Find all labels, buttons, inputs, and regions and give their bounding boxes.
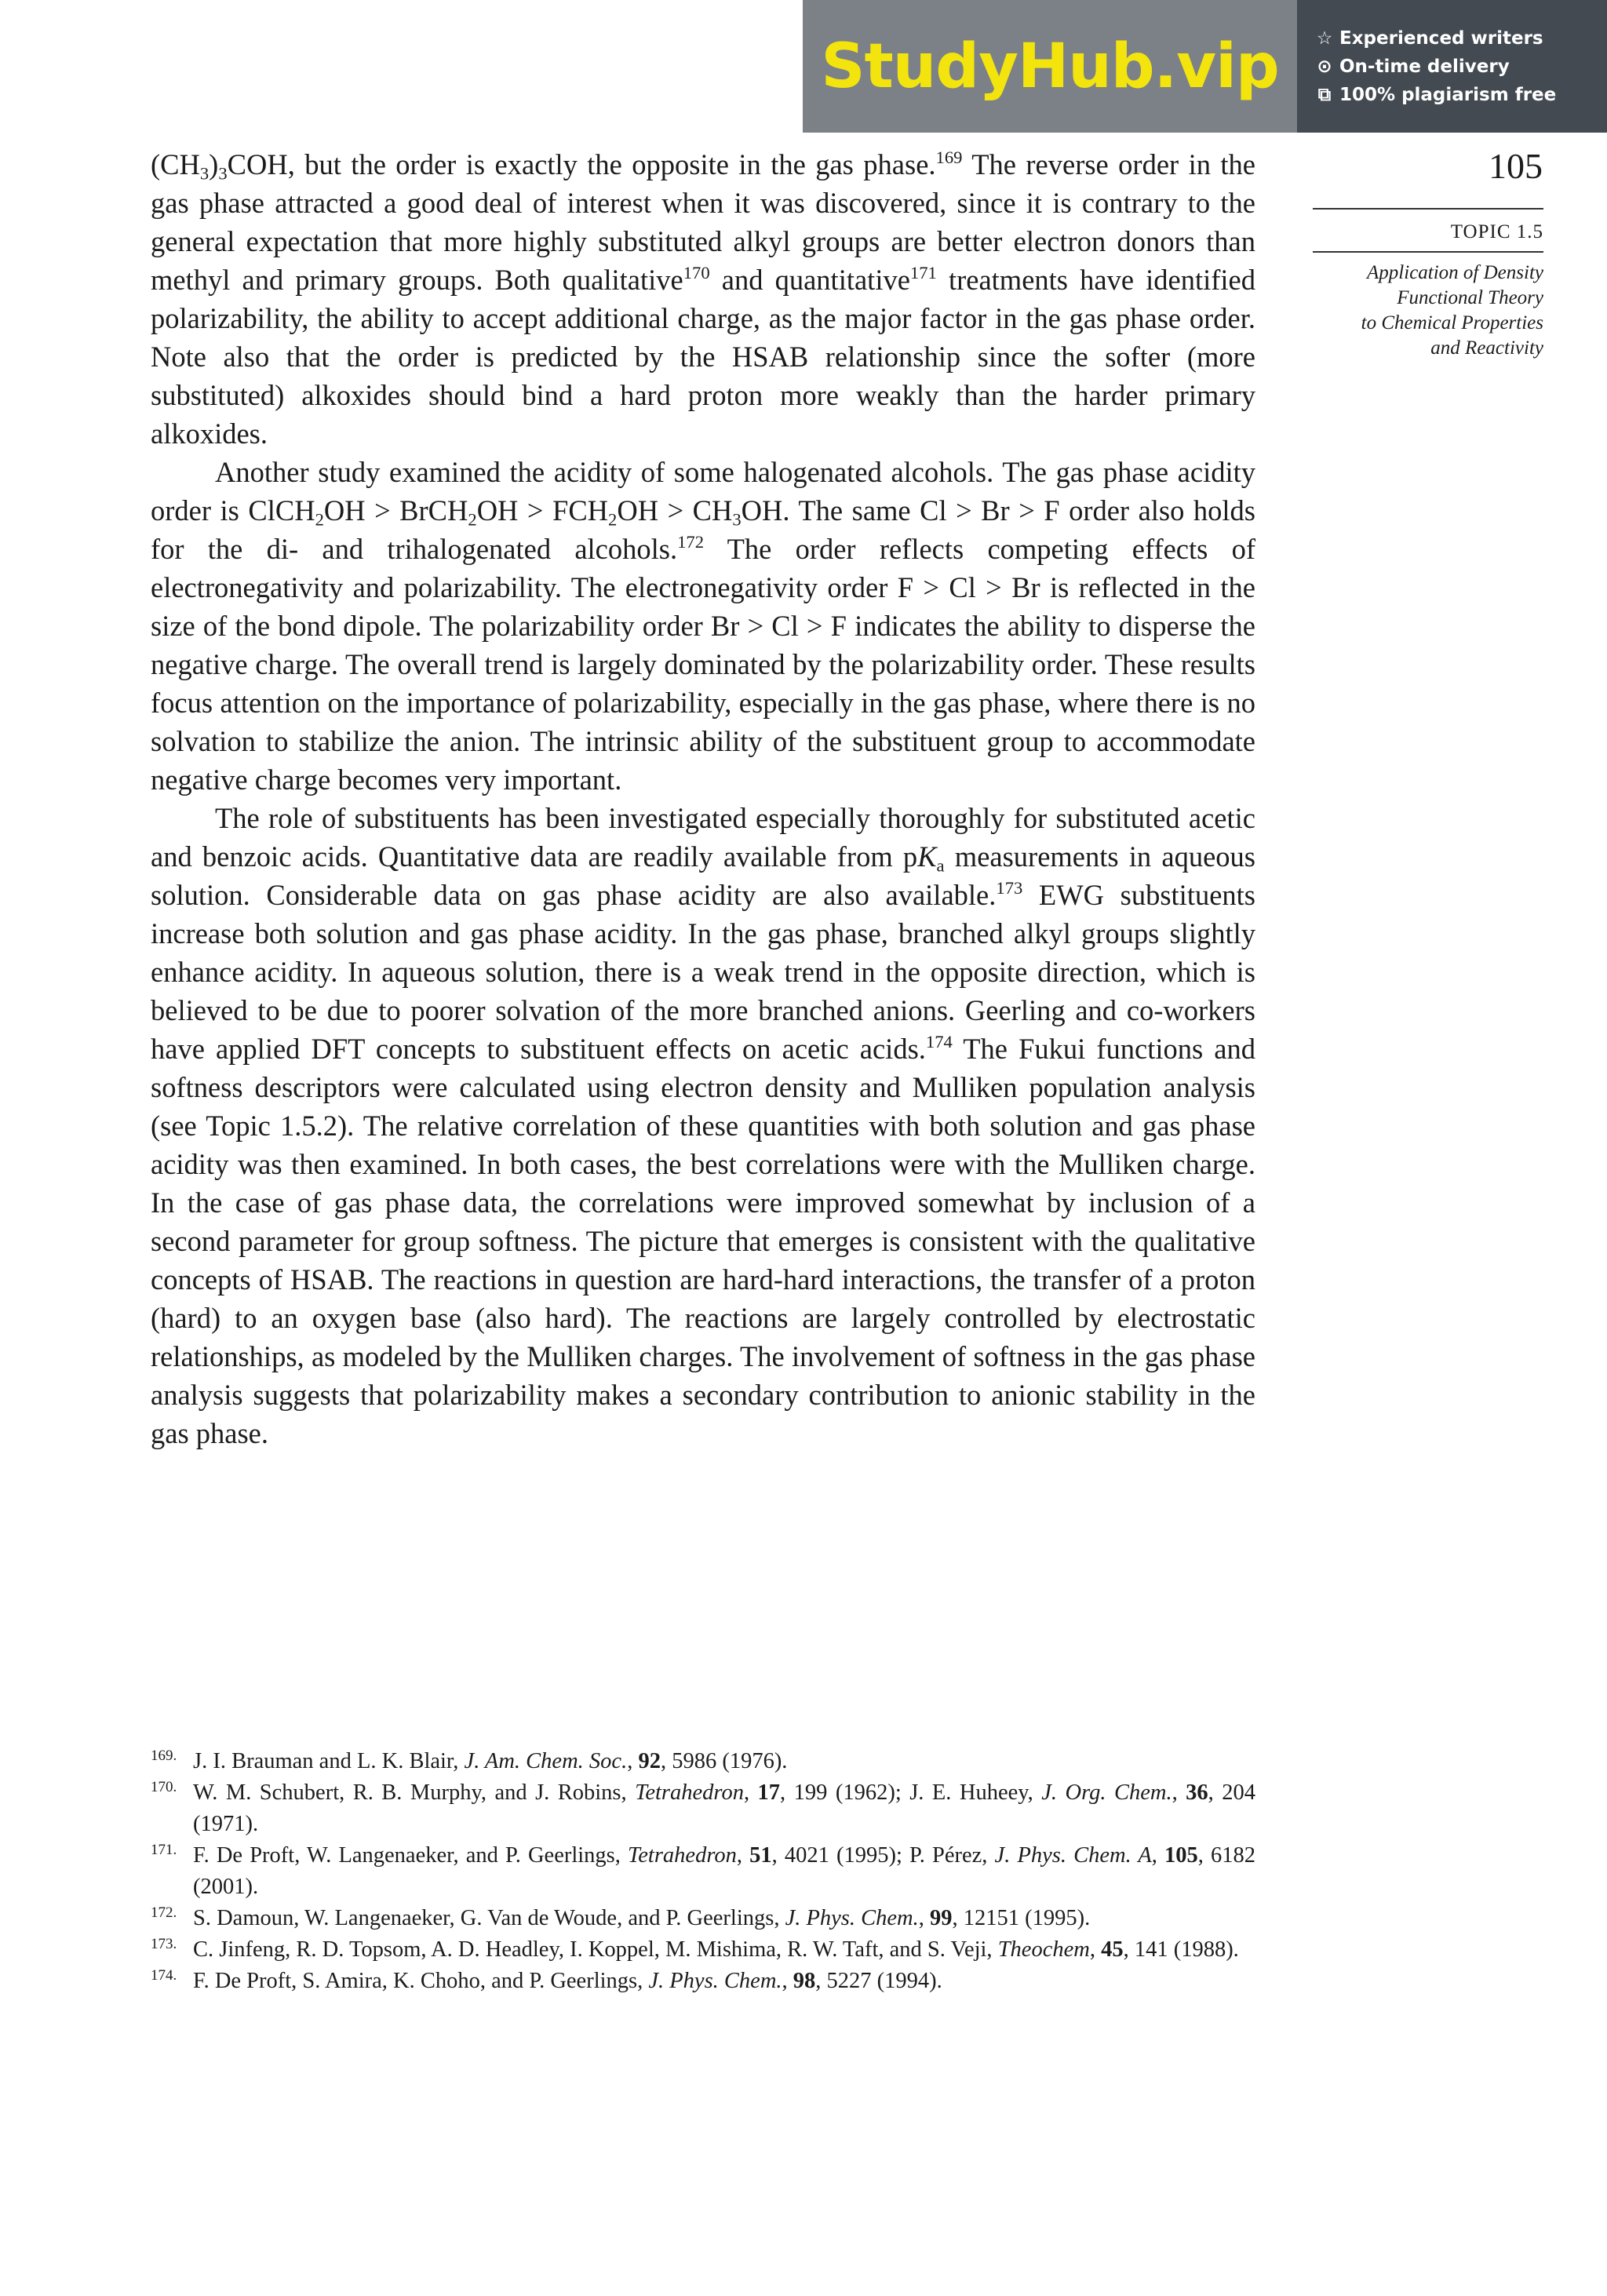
margin-note — [1313, 261, 1543, 361]
text-run: ) — [209, 148, 219, 180]
feature-experienced-writers — [1314, 28, 1607, 49]
text-run: J. Org. Chem. — [1041, 1780, 1172, 1805]
footnote-number: 174. — [151, 1967, 177, 1984]
footnote — [151, 1934, 1255, 1966]
margin-rule-bottom — [1313, 251, 1543, 253]
feature-on-time-delivery — [1314, 56, 1607, 77]
banner-features — [1297, 0, 1607, 133]
text-run: OH > BrCH — [323, 494, 468, 527]
text-run: measurements in aqueous solution. Considerable data on gas phase acidity are also available. — [151, 840, 1255, 911]
text-run: The order reflects competing effects of electronegativity and polarizability. The electronegativity order F > Cl > Br is reflected in the size of the bond dipole. The polarizability order Br > Cl > F indicates the ability to disperse the negative charge. The overall trend is largely dominated by the polarizability order. These results focus attention on the importance of polarizability, especially in the gas phase, where there is no solvation to stabilize the anion. The intrinsic ability of the substituent group to accommodate negative charge becomes very important. — [151, 533, 1255, 796]
text-run: F. De Proft, W. Langenaeker, and P. Geerlings, — [193, 1843, 629, 1868]
text-run: , — [627, 1749, 639, 1773]
footnote-text — [193, 1966, 1255, 1997]
text-run: W. M. Schubert, R. B. Murphy, and J. Robins, — [193, 1780, 636, 1805]
text-run: , 4021 (1995); P. Pérez, — [771, 1843, 995, 1868]
text-run: OH > CH — [617, 494, 733, 527]
text-run: 105 — [1164, 1843, 1198, 1868]
text-run: , 5986 (1976). — [660, 1749, 788, 1773]
footnote-number: 171. — [151, 1842, 177, 1858]
text-run: Another study examined the acidity of some halogenated alcohols. The gas phase acidity order is ClCH — [151, 456, 1255, 527]
text-run: 45 — [1101, 1937, 1124, 1962]
feature-text: On-time delivery — [1339, 56, 1510, 77]
body-text — [151, 145, 1255, 1452]
text-run: , 6182 (2001). — [193, 1843, 1256, 1899]
margin-note-line: Application of Density — [1367, 262, 1543, 283]
text-run: J. Phys. Chem. A — [994, 1843, 1152, 1868]
text-run: The reverse order in the gas phase attracted a good deal of interest when it was discovered, since it is contrary to the general expectation that more highly substituted alkyl groups are better electron donors than methyl and primary groups. Both qualitative — [151, 148, 1255, 296]
footnote-text — [193, 1777, 1255, 1840]
text-run: 2 — [315, 509, 324, 530]
text-run: a — [936, 855, 945, 876]
margin-rule-top — [1313, 208, 1543, 210]
studyhub-logo[interactable]: StudyHub.vip — [803, 0, 1297, 133]
text-run: , — [1089, 1937, 1102, 1962]
footnote-text — [193, 1903, 1255, 1934]
footnote-text — [193, 1746, 1255, 1777]
text-run: , — [1172, 1780, 1186, 1805]
page-number: 105 — [1489, 146, 1543, 186]
text-run: Tetrahedron — [635, 1780, 744, 1805]
text-run: The Fukui functions and softness descriptors were calculated using electron density and Mulliken population analysis (see Topic 1.5.2). The relative correlation of these quantities with both solution and gas phase acidity was then examined. In both cases, the best correlations were with the Mulliken charge. In the case of gas phase data, the correlations were improved somewhat by inclusion of a second parameter for group softness. The picture that emerges is consistent with the qualitative concepts of HSAB. The reactions in question are hard-hard interactions, the transfer of a proton (hard) to an oxygen base (also hard). The reactions are largely controlled by electrostatic relationships, as modeled by the Mulliken charges. The involvement of softness in the gas phase analysis suggests that polarizability makes a secondary contribution to anionic stability in the gas phase. — [151, 1033, 1255, 1449]
topic-label: TOPIC 1.5 — [1450, 221, 1543, 242]
margin-note-line: Functional Theory — [1397, 287, 1543, 308]
footnote-reference: 171 — [909, 262, 937, 282]
text-run: , 204 (1971). — [193, 1780, 1256, 1836]
text-run: C. Jinfeng, R. D. Topsom, A. D. Headley, I. Koppel, M. Mishima, R. W. Taft, and S. Veji, — [193, 1937, 998, 1962]
feature-text: 100% plagiarism free — [1339, 84, 1557, 105]
text-run: , 199 (1962); J. E. Huheey, — [780, 1780, 1042, 1805]
text-run: , — [743, 1780, 758, 1805]
footnote-reference: 172 — [677, 531, 705, 552]
text-run: S. Damoun, W. Langenaeker, G. Van de Woude, and P. Geerlings, — [193, 1906, 785, 1930]
text-run: 3 — [199, 163, 210, 184]
text-run: 3 — [732, 509, 742, 530]
text-run: , 12151 (1995). — [952, 1906, 1091, 1930]
text-run: 17 — [757, 1780, 781, 1805]
footnote-reference: 170 — [683, 262, 710, 282]
text-run: , — [736, 1843, 750, 1868]
feature-plagiarism-free — [1314, 85, 1607, 105]
margin-note-line: to Chemical Properties — [1361, 312, 1543, 333]
text-run: OH > FCH — [476, 494, 609, 527]
text-run: EWG substituents increase both solution and gas phase acidity. In the gas phase, branched alkyl groups slightly enhance acidity. In aqueous solution, there is a weak trend in the opposite direction, which is believed to be due to poorer solvation of the more branched anions. Geerling and co-workers have applied DFT concepts to substituent effects on acetic acids. — [151, 879, 1256, 1065]
text-run: COH, but the order is exactly the opposite in the gas phase. — [227, 148, 936, 180]
text-run: Theochem — [997, 1937, 1090, 1962]
footnote-number: 173. — [151, 1936, 177, 1952]
footnote — [151, 1840, 1255, 1903]
studyhub-banner[interactable] — [803, 0, 1607, 133]
margin-note-line: and Reactivity — [1430, 337, 1543, 359]
text-run: treatments have identified polarizability, the ability to accept additional charge, as the major factor in the gas phase order. Note also that the order is predicted by the HSAB relationship since the softer (more substituted) alkoxides should bind a hard proton more weakly than the harder primary alkoxides. — [151, 264, 1256, 450]
text-run: and quantitative — [709, 264, 910, 296]
text-run: OH. The same Cl > Br > F order also holds for the di- and trihalogenated alcohols. — [151, 494, 1255, 565]
footnote-number: 169. — [151, 1748, 177, 1764]
footnote-number: 170. — [151, 1779, 177, 1795]
footnotes — [151, 1746, 1255, 1997]
text-run: , — [1151, 1843, 1165, 1868]
copy-icon: ⧉ — [1317, 84, 1332, 105]
footnote — [151, 1746, 1255, 1777]
footnote-reference: 169 — [935, 147, 963, 167]
text-run: 3 — [218, 163, 228, 184]
text-run: The role of substituents has been investigated especially thoroughly for substituted acetic and benzoic acids. Quantitative data are readily available from p — [151, 802, 1255, 873]
text-run: 99 — [930, 1906, 953, 1930]
text-run: 51 — [749, 1843, 772, 1868]
text-run: Tetrahedron — [628, 1843, 737, 1868]
feature-text: Experienced writers — [1339, 27, 1543, 49]
star-icon: ☆ — [1316, 27, 1333, 49]
body-paragraph — [151, 145, 1255, 453]
body-paragraph — [151, 453, 1255, 799]
text-run: 2 — [468, 509, 477, 530]
clock-icon: ⊙ — [1317, 56, 1332, 77]
text-run: , 141 (1988). — [1123, 1937, 1239, 1962]
text-run: F. De Proft, S. Amira, K. Choho, and P. Geerlings, — [193, 1969, 649, 1993]
text-run: , 5227 (1994). — [815, 1969, 942, 1993]
footnote — [151, 1903, 1255, 1934]
text-run: J. Am. Chem. Soc. — [464, 1749, 628, 1773]
text-run: 98 — [793, 1969, 816, 1993]
text-run: , — [918, 1906, 931, 1930]
text-run: 2 — [608, 509, 618, 530]
footnote-reference: 173 — [996, 877, 1023, 898]
text-run: K — [917, 840, 937, 873]
text-run: , — [782, 1969, 793, 1993]
text-run: (CH — [151, 148, 200, 180]
text-run: J. Phys. Chem. — [785, 1906, 919, 1930]
text-run: J. Phys. Chem. — [648, 1969, 782, 1993]
text-run: 92 — [638, 1749, 661, 1773]
footnote — [151, 1966, 1255, 1997]
text-run: J. I. Brauman and L. K. Blair, — [193, 1749, 465, 1773]
text-run: 36 — [1186, 1780, 1208, 1805]
footnote-text — [193, 1934, 1255, 1966]
footnote-text — [193, 1840, 1255, 1903]
body-paragraph — [151, 799, 1255, 1452]
footnote-number: 172. — [151, 1904, 177, 1921]
footnote-reference: 174 — [925, 1031, 953, 1051]
footnote — [151, 1777, 1255, 1840]
